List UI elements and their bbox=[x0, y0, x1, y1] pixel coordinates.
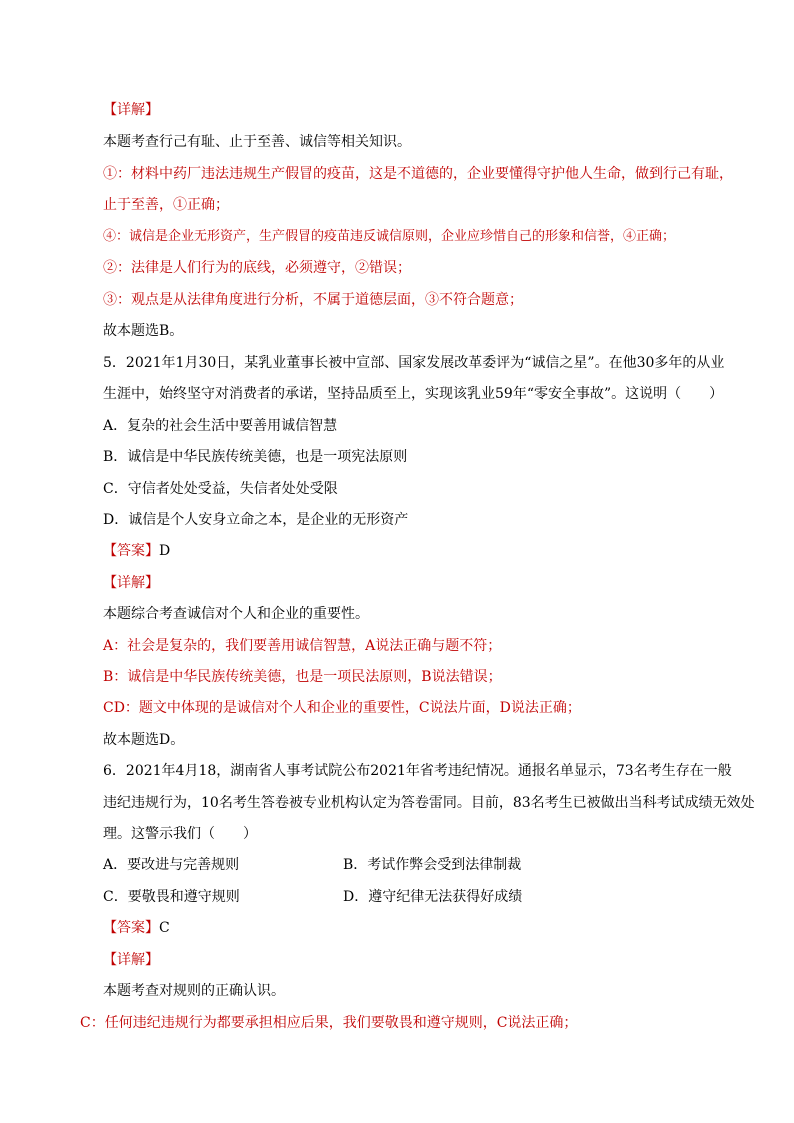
analysis-item-1: ①：材料中药厂违法违规生产假冒的疫苗，这是不道德的，企业要懂得守护他人生命，做到行己有耻， bbox=[103, 166, 733, 182]
q6-stem-line-1: 6．2021年4月18，湖南省人事考试院公布2021年省考违纪情况。通报名单显示，73名考生存在一般 bbox=[103, 763, 732, 779]
q5-analysis-cd: CD：题文中体现的是诚信对个人和企业的重要性，C说法片面，D说法正确； bbox=[103, 700, 581, 716]
detail-label: 【详解】 bbox=[103, 575, 159, 591]
q5-option-a: A．复杂的社会生活中要善用诚信智慧 bbox=[103, 418, 338, 434]
q6-option-c: C．要敬畏和遵守规则 bbox=[103, 889, 240, 905]
analysis-item-4: ④：诚信是企业无形资产，生产假冒的疫苗违反诚信原则，企业应珍惜自己的形象和信誉，④正确； bbox=[103, 229, 676, 244]
q5-analysis-b: B：诚信是中华民族传统美德，也是一项民法原则，B说法错误； bbox=[103, 669, 502, 685]
q5-answer bbox=[103, 541, 170, 561]
q6-option-b: B．考试作弊会受到法律制裁 bbox=[343, 857, 522, 873]
q5-analysis-intro: 本题综合考查诚信对个人和企业的重要性。 bbox=[103, 606, 369, 622]
q6-stem-line-2: 违纪违规行为，10名考生答卷被专业机构认定为答卷雷同。目前，83名考生已被做出当科考试成绩无效处 bbox=[103, 795, 755, 811]
q5-analysis-a: A：社会是复杂的，我们要善用诚信智慧，A说法正确与题不符； bbox=[103, 638, 502, 654]
q5-option-c: C．守信者处处受益，失信者处处受限 bbox=[103, 481, 338, 497]
q5-option-d: D．诚信是个人安身立命之本，是企业的无形资产 bbox=[103, 512, 409, 528]
answer-value: D bbox=[159, 543, 171, 559]
q6-analysis-intro: 本题考查对规则的正确认识。 bbox=[103, 983, 285, 999]
answer-label: 【答案】 bbox=[103, 543, 159, 559]
analysis-intro: 本题考查行己有耻、止于至善、诚信等相关知识。 bbox=[103, 134, 411, 150]
analysis-item-1-cont: 止于至善，①正确； bbox=[103, 197, 229, 213]
q6-analysis-c: C：任何违纪违规行为都要承担相应后果，我们要敬畏和遵守规则，C说法正确； bbox=[80, 1015, 578, 1031]
q6-stem-line-3: 理。这警示我们（ ） bbox=[103, 826, 257, 842]
q6-option-a: A．要改进与完善规则 bbox=[103, 857, 240, 873]
q5-conclusion: 故本题选D。 bbox=[103, 732, 185, 748]
q6-answer bbox=[103, 918, 170, 938]
q5-stem-line-1: 5．2021年1月30日，某乳业董事长被中宣部、国家发展改革委评为“诚信之星”。在他30多年的从业 bbox=[103, 355, 725, 371]
detail-label: 【详解】 bbox=[103, 952, 159, 968]
q5-stem-line-2: 生涯中，始终坚守对消费者的承诺，坚持品质至上，实现该乳业59年“零安全事故”。这说明（ ） bbox=[103, 386, 724, 402]
analysis-item-3: ③：观点是从法律角度进行分析，不属于道德层面，③不符合题意； bbox=[103, 292, 523, 308]
answer-label: 【答案】 bbox=[103, 920, 159, 936]
analysis-conclusion: 故本题选B。 bbox=[103, 323, 184, 339]
detail-label: 【详解】 bbox=[103, 102, 159, 118]
q6-option-d: D．遵守纪律无法获得好成绩 bbox=[343, 889, 523, 905]
answer-value: C bbox=[159, 920, 170, 936]
analysis-item-2: ②：法律是人们行为的底线，必须遵守，②错误； bbox=[103, 260, 411, 276]
q5-option-b: B．诚信是中华民族传统美德，也是一项宪法原则 bbox=[103, 449, 408, 465]
